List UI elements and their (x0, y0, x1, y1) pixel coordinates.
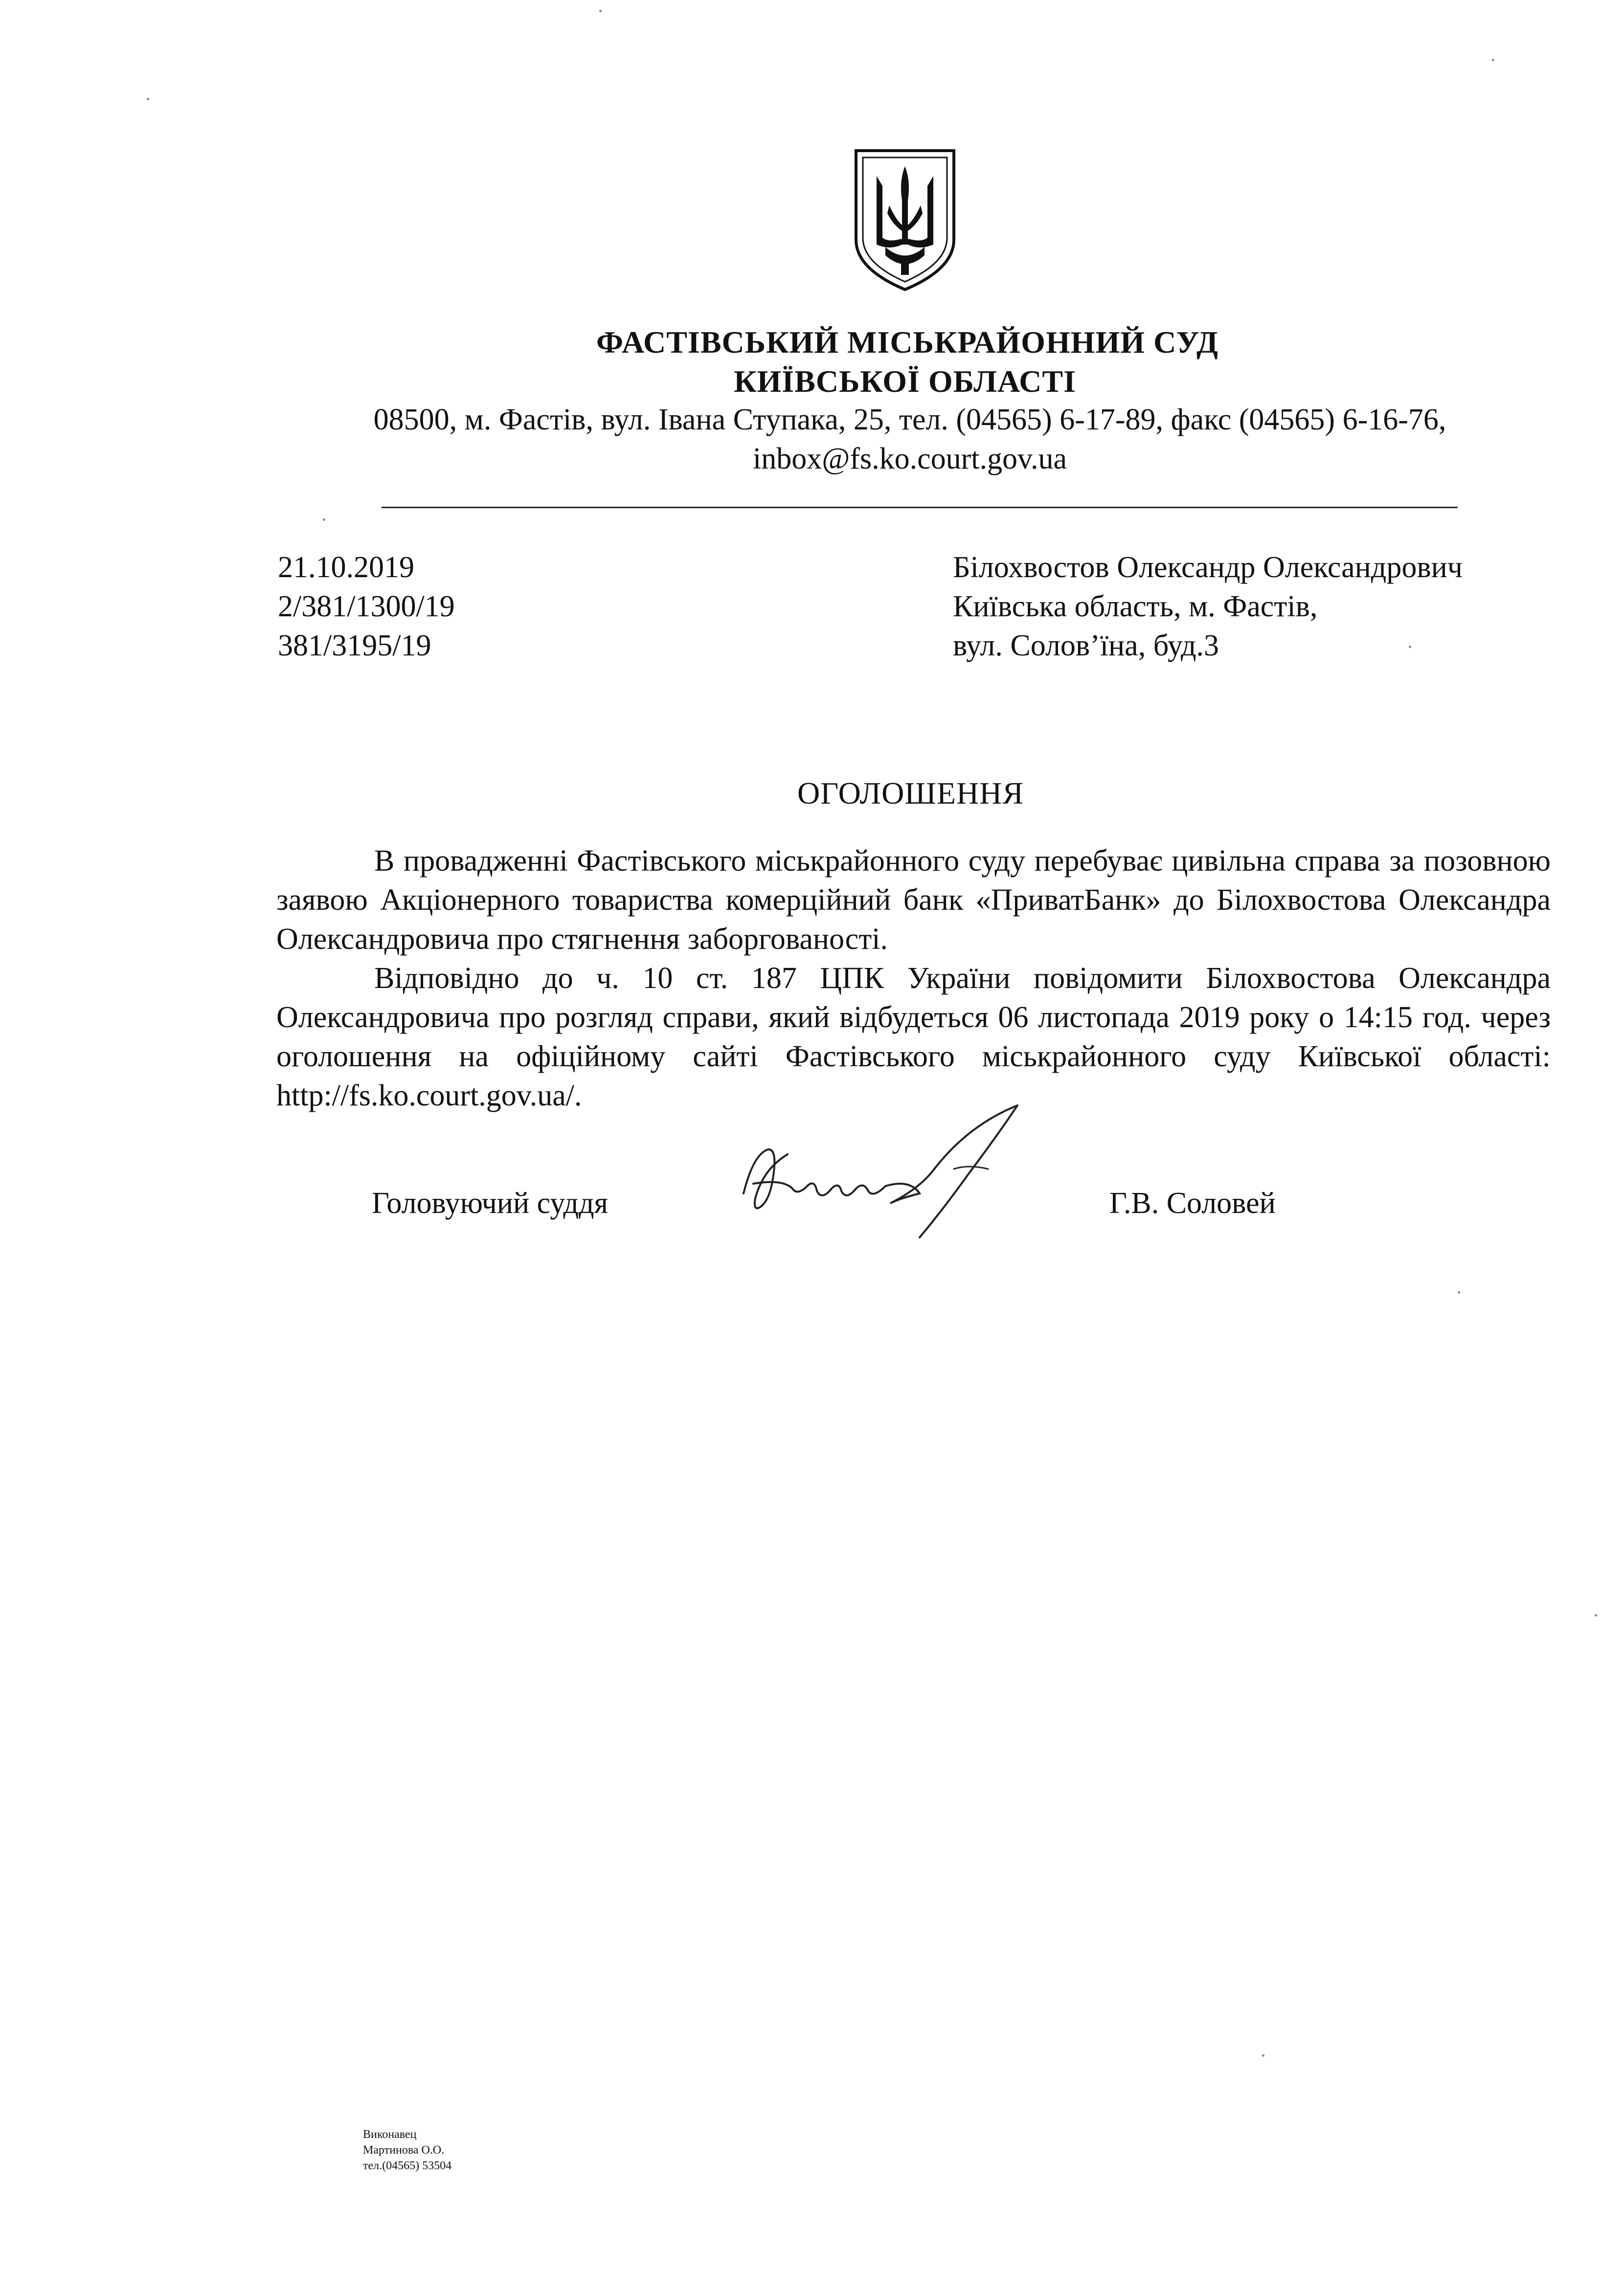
document-meta (278, 548, 455, 665)
document-body (276, 841, 1551, 1115)
document-title: ОГОЛОШЕННЯ (797, 776, 1024, 810)
scan-speck (1492, 59, 1494, 61)
document-date: 21.10.2019 (278, 551, 414, 584)
scan-speck (1262, 2054, 1264, 2057)
executor-label: Виконавец (363, 2128, 417, 2141)
body-paragraph-1: В провадженні Фастівського міськрайонного суду перебуває цивільна справа за позовною заявою Акціонерного товариства комерційний банк «ПриватБанк» до Білохвостова Олександра Олександровича про стягнення заборгованості. (276, 844, 1551, 956)
scan-speck (1458, 1291, 1460, 1294)
body-paragraph-2: Відповідно до ч. 10 ст. 187 ЦПК України повідомити Білохвостова Олександра Олександровича про розгляд справи, який відбудеться 06 листопада 2019 року о 14:15 год. через оголошення на офіційному сайті Фастівського міськрайонного суду Київської області: http://fs.ko.court.gov.ua/. (276, 962, 1551, 1112)
recipient-block (953, 548, 1463, 665)
recipient-address-line2: вул. Солов’їна, буд.3 (953, 629, 1219, 662)
executor-block (363, 2127, 451, 2174)
executor-name: Мартинова О.О. (363, 2144, 445, 2157)
case-number: 2/381/1300/19 (278, 590, 455, 623)
recipient-address-line1: Київська область, м. Фастів, (953, 590, 1318, 623)
scan-speck (1595, 1614, 1597, 1617)
court-name-line2: КИЇВСЬКОЇ ОБЛАСТІ (734, 364, 1076, 399)
signatory-name: Г.В. Соловей (1109, 1187, 1276, 1220)
outgoing-number: 381/3195/19 (278, 629, 431, 662)
header-divider (382, 507, 1458, 508)
court-name-line1: ФАСТІВСЬКИЙ МІСЬКРАЙОННИЙ СУД (596, 325, 1218, 360)
recipient-name: Білохвостов Олександр Олександрович (953, 551, 1463, 584)
handwritten-signature (724, 1096, 1057, 1242)
tryzub-coat-of-arms-icon (851, 147, 959, 293)
scan-speck (323, 518, 325, 521)
scan-speck (599, 10, 602, 12)
signatory-role: Головуючий суддя (372, 1187, 609, 1220)
court-email: inbox@fs.ko.court.gov.ua (753, 442, 1067, 475)
court-address: 08500, м. Фастів, вул. Івана Ступака, 25, тел. (04565) 6-17-89, факс (04565) 6-16-76, (373, 403, 1446, 436)
scan-speck (1409, 646, 1411, 648)
executor-phone: тел.(04565) 53504 (363, 2159, 452, 2172)
scan-speck (147, 98, 149, 100)
